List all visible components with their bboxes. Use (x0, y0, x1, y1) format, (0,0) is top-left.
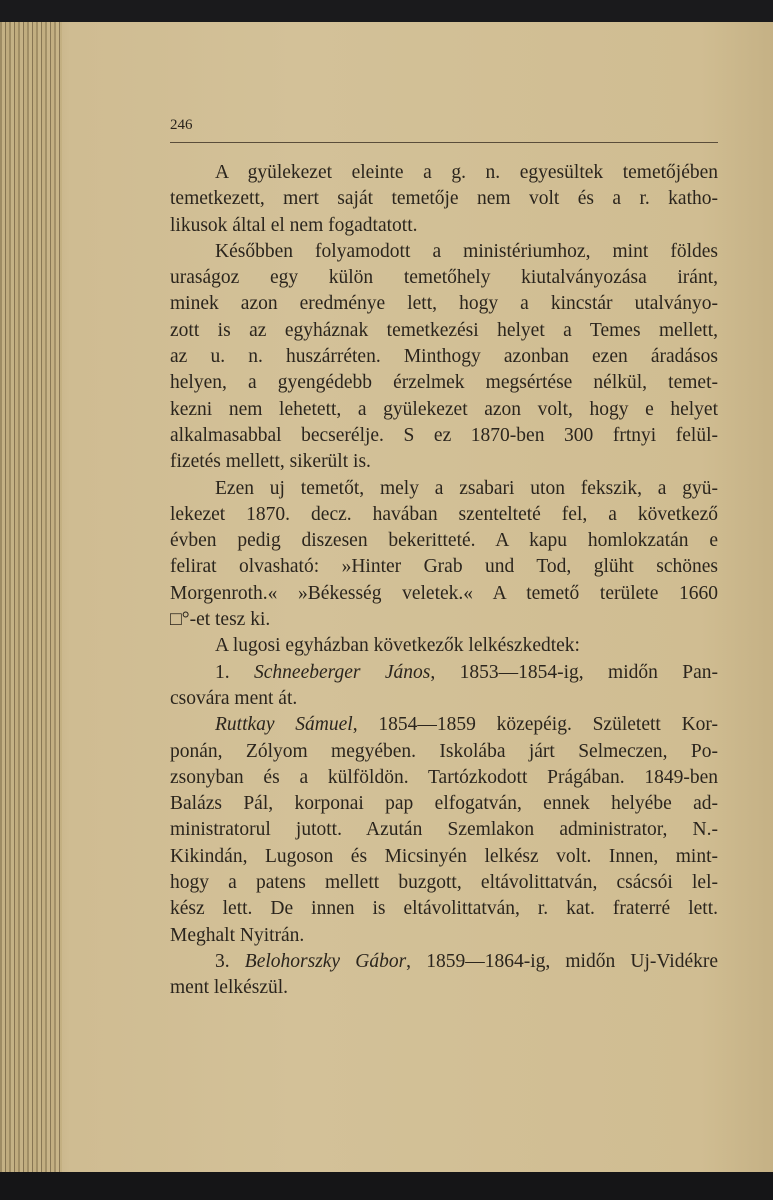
line-text: Meghalt Nyitrán. (170, 924, 305, 946)
text-line (170, 844, 718, 870)
line-text: □°-et tesz ki. (170, 609, 271, 631)
text-line (170, 554, 718, 580)
text-line (170, 686, 718, 712)
text-line (170, 607, 718, 633)
person-name: Ruttkay Sámuel (215, 714, 353, 736)
text-line (170, 265, 718, 291)
page-number: 246 (170, 117, 193, 133)
line-text: Későbben folyamodott a ministériumhoz, mint földes (215, 240, 718, 262)
line-text: kezni nem lehetett, a gyülekezet azon volt, hogy e helyet (170, 398, 718, 420)
text-line (170, 712, 718, 738)
list-number: 3. (215, 950, 245, 972)
line-text: fizetés mellett, sikerült is. (170, 451, 371, 473)
text-line (170, 975, 718, 1001)
line-text: Ezen uj temetőt, mely a zsabari uton fekszik, a gyü- (215, 477, 718, 499)
text-line (170, 765, 718, 791)
line-text: hogy a patens mellett buzgott, eltávolittatván, csácsói lel- (170, 872, 718, 894)
list-number: 1. (215, 661, 255, 683)
line-text: kész lett. De innen is eltávolittatván, r. kat. fraterré lett. (170, 898, 718, 920)
scan-background (0, 1172, 773, 1200)
line-text: ment lelkészül. (170, 977, 289, 999)
line-text: temetkezett, mert saját temetője nem volt és a r. katho- (170, 188, 718, 210)
line-text: minek azon eredménye lett, hogy a kincstár utalványo- (170, 293, 718, 315)
text-line (170, 739, 718, 765)
text-line (170, 213, 718, 239)
page-stack-edges (0, 22, 62, 1172)
line-text: az u. n. huszárréten. Minthogy azonban ezen áradásos (170, 346, 718, 368)
text-line (170, 817, 718, 843)
text-line (170, 476, 718, 502)
text-line (170, 423, 718, 449)
line-text: A lugosi egyházban következők lelkészkedtek: (215, 635, 580, 657)
text-line (170, 370, 718, 396)
person-name: Belohorszky Gábor (244, 950, 407, 972)
text-line (170, 160, 718, 186)
line-text: Kikindán, Lugoson és Micsinyén lelkész volt. Innen, mint- (170, 845, 718, 867)
line-text: felirat olvasható: »Hinter Grab und Tod, glüht schönes (170, 556, 718, 578)
line-text: helyen, a gyengédebb érzelmek megsértése nélkül, temet- (170, 372, 718, 394)
text-line (170, 949, 718, 975)
text-line (170, 344, 718, 370)
line-text: likusok által el nem fogadtatott. (170, 214, 418, 236)
line-text: Morgenroth.« »Békesség veletek.« A temető területe 1660 (170, 582, 718, 604)
text-line (170, 449, 718, 475)
text-line (170, 186, 718, 212)
text-line (170, 291, 718, 317)
text-line (170, 239, 718, 265)
text-line (170, 397, 718, 423)
text-line (170, 502, 718, 528)
text-line (170, 791, 718, 817)
person-name: Schneeberger János (254, 661, 431, 683)
running-header (170, 116, 718, 143)
line-text: A gyülekezet eleinte a g. n. egyesültek temetőjében (215, 162, 718, 183)
text-line (170, 318, 718, 344)
body-text (170, 160, 718, 1002)
line-text: , 1853—1854-ig, midőn Pan- (430, 661, 718, 683)
line-text: évben pedig diszesen bekeritteté. A kapu homlokzatán e (170, 530, 718, 552)
text-line (170, 923, 718, 949)
line-text: csovára ment át. (170, 687, 298, 709)
line-text: Balázs Pál, korponai pap elfogatván, ennek helyébe ad- (170, 793, 718, 815)
text-line (170, 870, 718, 896)
line-text: alkalmasabbal becserélje. S ez 1870-ben 300 frtnyi felül- (170, 424, 718, 446)
line-text: zott is az egyháznak temetkezési helyet a Temes mellett, (170, 319, 718, 341)
line-text: , 1854—1859 közepéig. Született Kor- (352, 714, 718, 736)
text-line (170, 581, 718, 607)
line-text: , 1859—1864-ig, midőn Uj-Vidékre (406, 950, 719, 972)
text-line (170, 633, 718, 659)
line-text: zsonyban és a külföldön. Tartózkodott Prágában. 1849-ben (170, 766, 718, 788)
line-text: ministratorul jutott. Azután Szemlakon administrator, N.- (170, 819, 718, 841)
text-line (170, 660, 718, 686)
line-text: lekezet 1870. decz. havában szentelteté fel, a következő (170, 503, 718, 525)
line-text: ponán, Zólyom megyében. Iskolába járt Selmeczen, Po- (170, 740, 718, 762)
text-line (170, 896, 718, 922)
line-text: uraságoz egy külön temetőhely kiutalványozása iránt, (170, 267, 718, 289)
text-line (170, 528, 718, 554)
